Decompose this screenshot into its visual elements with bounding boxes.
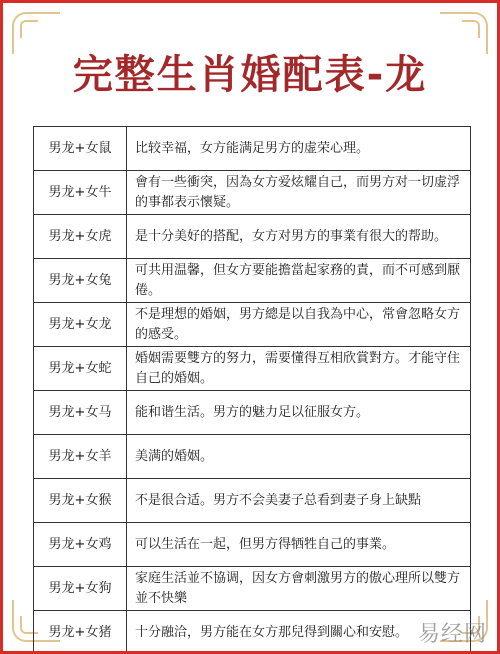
table-row: [34, 127, 471, 171]
corner-ornament-top-left: [12, 12, 60, 54]
table-row: [34, 171, 471, 215]
description-cell: 美满的婚姻。: [127, 435, 471, 479]
pair-cell: 男龙+女龙: [34, 303, 127, 347]
pair-cell: 男龙+女羊: [34, 435, 127, 479]
table-row: [34, 567, 471, 611]
description-cell: 婚姻需要雙方的努力，需要懂得互相欣賞對方。才能守住自己的婚姻。: [127, 347, 471, 391]
description-cell: 家庭生活並不協调，因女方會刺激男方的傲心理所以雙方並不快樂: [127, 567, 471, 611]
pair-cell: 男龙+女狗: [34, 567, 127, 611]
pair-cell: 男龙+女鸡: [34, 523, 127, 567]
description-cell: 不是理想的婚姻，男方總是以自我為中心，常會忽略女方的感受。: [127, 303, 471, 347]
pair-cell: 男龙+女马: [34, 391, 127, 435]
table-row: [34, 303, 471, 347]
description-cell: 能和谐生活。男方的魅力足以征服女方。: [127, 391, 471, 435]
pair-cell: 男龙+女猴: [34, 479, 127, 523]
pair-cell: 男龙+女牛: [34, 171, 127, 215]
table-row: [34, 479, 471, 523]
pair-cell: 男龙+女猪: [34, 611, 127, 654]
description-cell: 十分融洽，男方能在女方那兒得到關心和安慰。: [127, 611, 471, 654]
table-row: [34, 391, 471, 435]
table-row: [34, 435, 471, 479]
page-title: 完整生肖婚配表-龙: [72, 52, 428, 98]
table-row: [34, 523, 471, 567]
description-cell: 不是很合适。男方不会美妻子总看到妻子身上缺點: [127, 479, 471, 523]
corner-ornament-top-right: [440, 12, 488, 54]
compatibility-table: [33, 126, 471, 654]
description-cell: 是十分美好的搭配，女方对男方的事業有很大的帮助。: [127, 215, 471, 259]
description-cell: 可共用温馨，但女方要能擔當起家務的責，而不可感到厭倦。: [127, 259, 471, 303]
pair-cell: 男龙+女鼠: [34, 127, 127, 171]
description-cell: 可以生活在一起，但男方得牺牲自己的事業。: [127, 523, 471, 567]
pair-cell: 男龙+女兔: [34, 259, 127, 303]
table-row: [34, 215, 471, 259]
pair-cell: 男龙+女蛇: [34, 347, 127, 391]
table-row: [34, 611, 471, 654]
table-row: [34, 259, 471, 303]
description-cell: 會有一些衝突，因為女方爱炫耀自己，而男方对一切虚浮的事都表示懷疑。: [127, 171, 471, 215]
pair-cell: 男龙+女虎: [34, 215, 127, 259]
description-cell: 比较幸福，女方能满足男方的虚荣心理。: [127, 127, 471, 171]
table-row: [34, 347, 471, 391]
watermark: 易经网: [417, 622, 487, 647]
